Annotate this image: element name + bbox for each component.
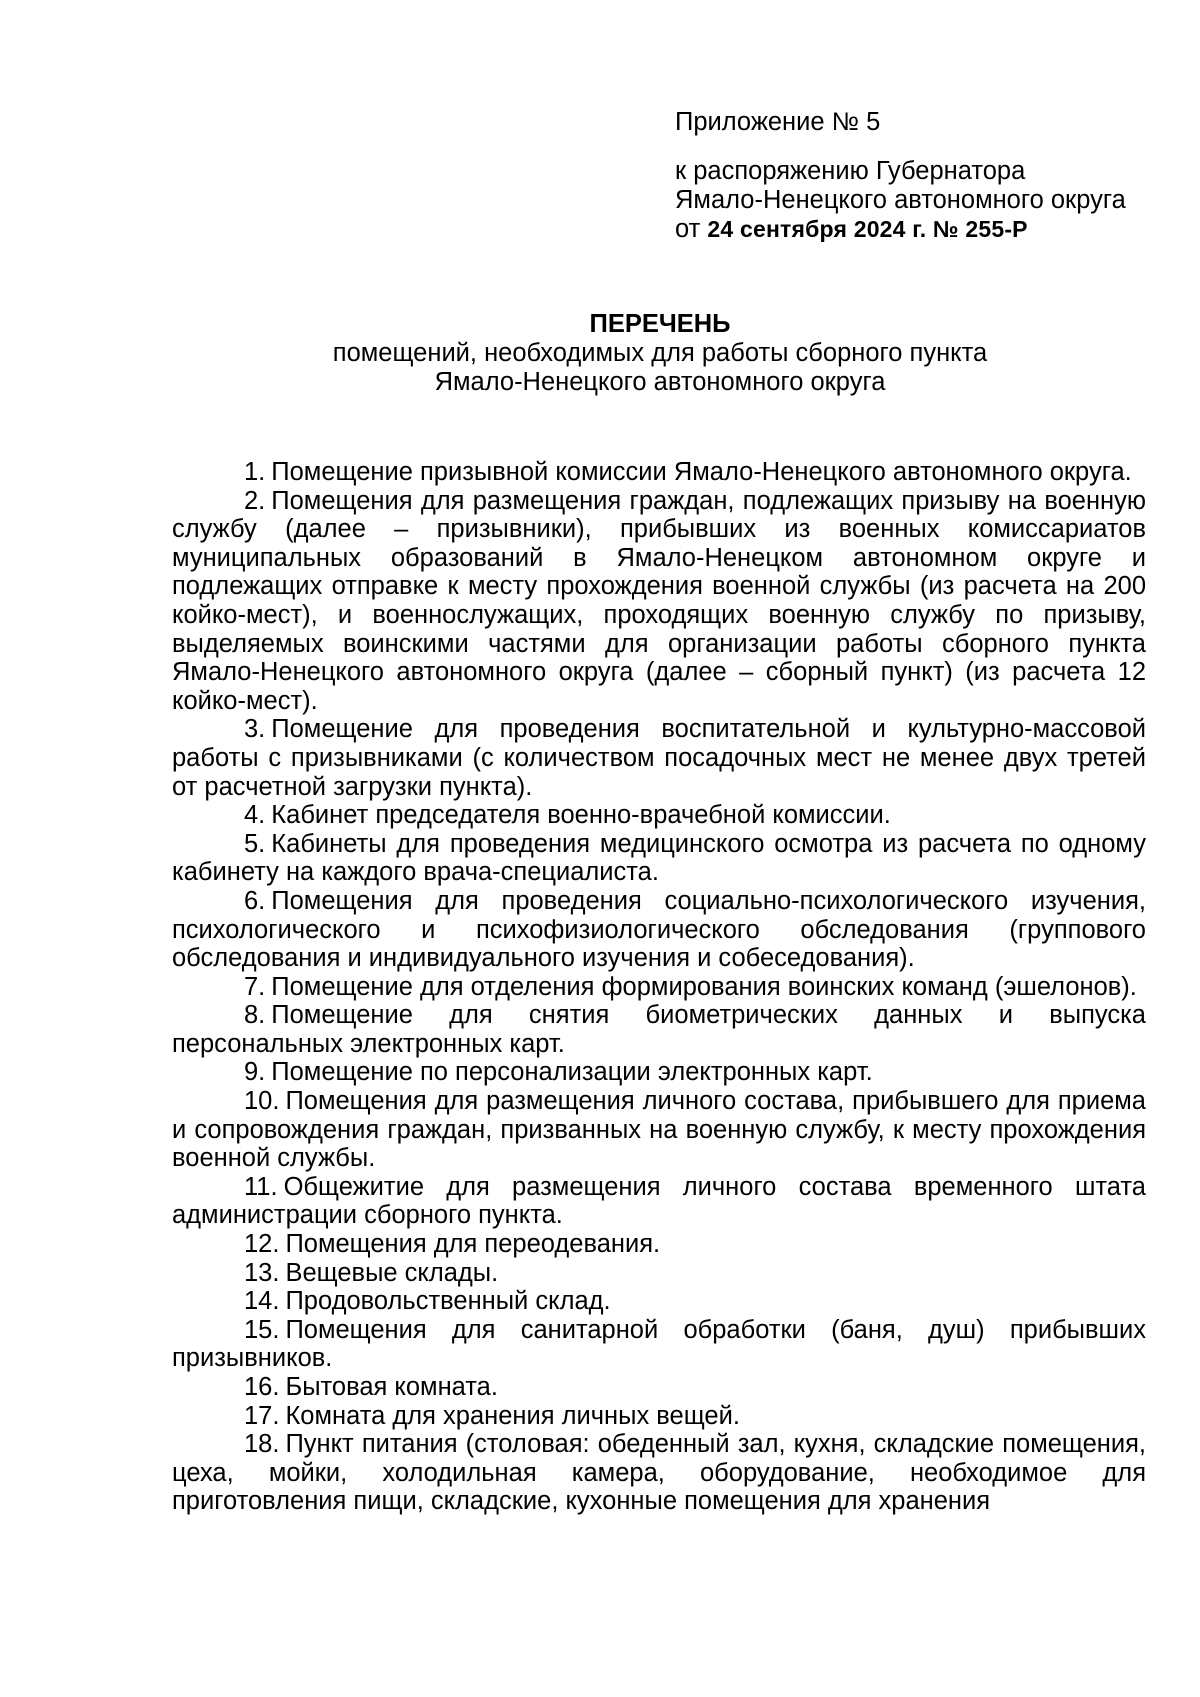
list-item [172, 973, 1146, 1002]
appendix-header [675, 108, 1155, 244]
list-item-text: Продовольственный склад. [285, 1287, 611, 1316]
list-item-text: Бытовая комната. [285, 1373, 498, 1401]
list-item-number: 8. [244, 1001, 266, 1030]
list-item-text: Кабинеты для проведения медицинского осмотра из расчета по одному кабинету на каждого врача-специалиста. [172, 829, 1146, 887]
list-item-text: Помещение для снятия биометрических данных и выпуска персональных электронных карт. [172, 1001, 1146, 1058]
list-item [172, 715, 1146, 801]
list-item-text: Помещение призывной комиссии Ямало-Ненецкого автономного округа. [271, 458, 1132, 486]
list-item-text: Помещения для проведения социально-психологического изучения, психологического и психофизиологического обследования (группового обследования и индивидуального изучения и собеседования). [172, 886, 1146, 973]
list-item-number: 10. [244, 1087, 280, 1116]
list-item-number: 2. [244, 486, 266, 515]
list-item [172, 1173, 1146, 1230]
list-item-text: Помещение по персонализации электронных карт. [271, 1058, 873, 1087]
list-item-text: Помещение для отделения формирования воинских команд (эшелонов). [271, 972, 1137, 1001]
list-item-number: 1. [244, 458, 266, 486]
document-subtitle-line-1: помещений, необходимых для работы сборного пункта [332, 339, 988, 367]
list-item [172, 1259, 1146, 1288]
list-item-number: 6. [244, 886, 266, 915]
list-item [172, 1316, 1146, 1373]
appendix-decree-date: 24 сентября 2024 г. № 255-Р [707, 216, 1028, 242]
appendix-decree-line-2: Ямало-Ненецкого автономного округа [675, 186, 1126, 214]
list-item-text: Кабинет председателя военно-врачебной комиссии. [271, 801, 891, 830]
list-item-text: Вещевые склады. [285, 1258, 499, 1287]
list-item [172, 887, 1146, 973]
list-item-number: 3. [244, 715, 266, 744]
list-item [172, 487, 1146, 716]
appendix-decree-line-1: к распоряжению Губернатора [675, 157, 1026, 185]
list-item [172, 1058, 1146, 1087]
list-item-text: Комната для хранения личных вещей. [285, 1401, 740, 1430]
list-item-number: 12. [244, 1230, 280, 1259]
list-item-text: Помещение для проведения воспитательной и культурно-массовой работы с призывниками (с количеством посадочных мест не менее двух третей от расчетной загрузки пункта). [172, 715, 1146, 801]
appendix-number: Приложение № 5 [675, 108, 881, 136]
list-item-text: Помещения для санитарной обработки (баня, душ) прибывших призывников. [172, 1315, 1146, 1373]
list-item-number: 4. [244, 801, 266, 830]
list-item-number: 7. [244, 972, 266, 1001]
list-item-text: Помещения для размещения граждан, подлежащих призыву на военную службу (далее – призывники), прибывших из военных комиссариатов муниципальных образований в Ямало-Ненецком автономном округе и подлежащих отправке к месту прохождения военной службы (из расчета на 200 койко-мест), и военнослужащих, проходящих военную службу по призыву, выделяемых воинскими частями для организации работы сборного пункта Ямало-Ненецкого автономного округа (далее – сборный пункт) (из расчета 12 койко-мест). [172, 486, 1146, 715]
list-item [172, 1430, 1146, 1516]
list-item [172, 1373, 1146, 1402]
list-item-number: 16. [244, 1373, 280, 1401]
list-item-number: 9. [244, 1058, 266, 1087]
list-item-number: 14. [244, 1287, 280, 1316]
list-item [172, 801, 1146, 830]
list-item [172, 1402, 1146, 1431]
appendix-date-prefix: от [675, 215, 701, 243]
list-item [172, 1087, 1146, 1173]
list-item-number: 17. [244, 1401, 280, 1430]
list-item-number: 11. [244, 1172, 278, 1201]
document-title: ПЕРЕЧЕНЬ [589, 310, 731, 338]
document-title-block [170, 310, 1150, 397]
list-item-number: 5. [244, 829, 266, 858]
list-item [172, 458, 1146, 487]
appendix-date-line [675, 215, 1155, 244]
list-item-text: Помещения для переодевания. [285, 1230, 661, 1259]
list-item [172, 1230, 1146, 1259]
document-subtitle-line-2: Ямало-Ненецкого автономного округа [434, 368, 886, 396]
list-item-number: 13. [244, 1258, 280, 1287]
list-item [172, 1001, 1146, 1058]
list-item-text: Помещения для размещения личного состава, прибывшего для приема и сопровождения граждан, призванных на военную службу, к месту прохождения военной службы. [172, 1087, 1146, 1173]
list-item-number: 18. [244, 1430, 280, 1459]
list-item [172, 1287, 1146, 1316]
list-item-text: Пункт питания (столовая: обеденный зал, кухня, складские помещения, цеха, мойки, холодильная камера, оборудование, необходимое для приготовления пищи, складские, кухонные помещения для хранения [172, 1430, 1146, 1516]
premises-list [172, 458, 1146, 1516]
list-item-number: 15. [244, 1315, 280, 1344]
list-item [172, 830, 1146, 887]
list-item-text: Общежитие для размещения личного состава временного штата администрации сборного пункта. [172, 1172, 1146, 1230]
